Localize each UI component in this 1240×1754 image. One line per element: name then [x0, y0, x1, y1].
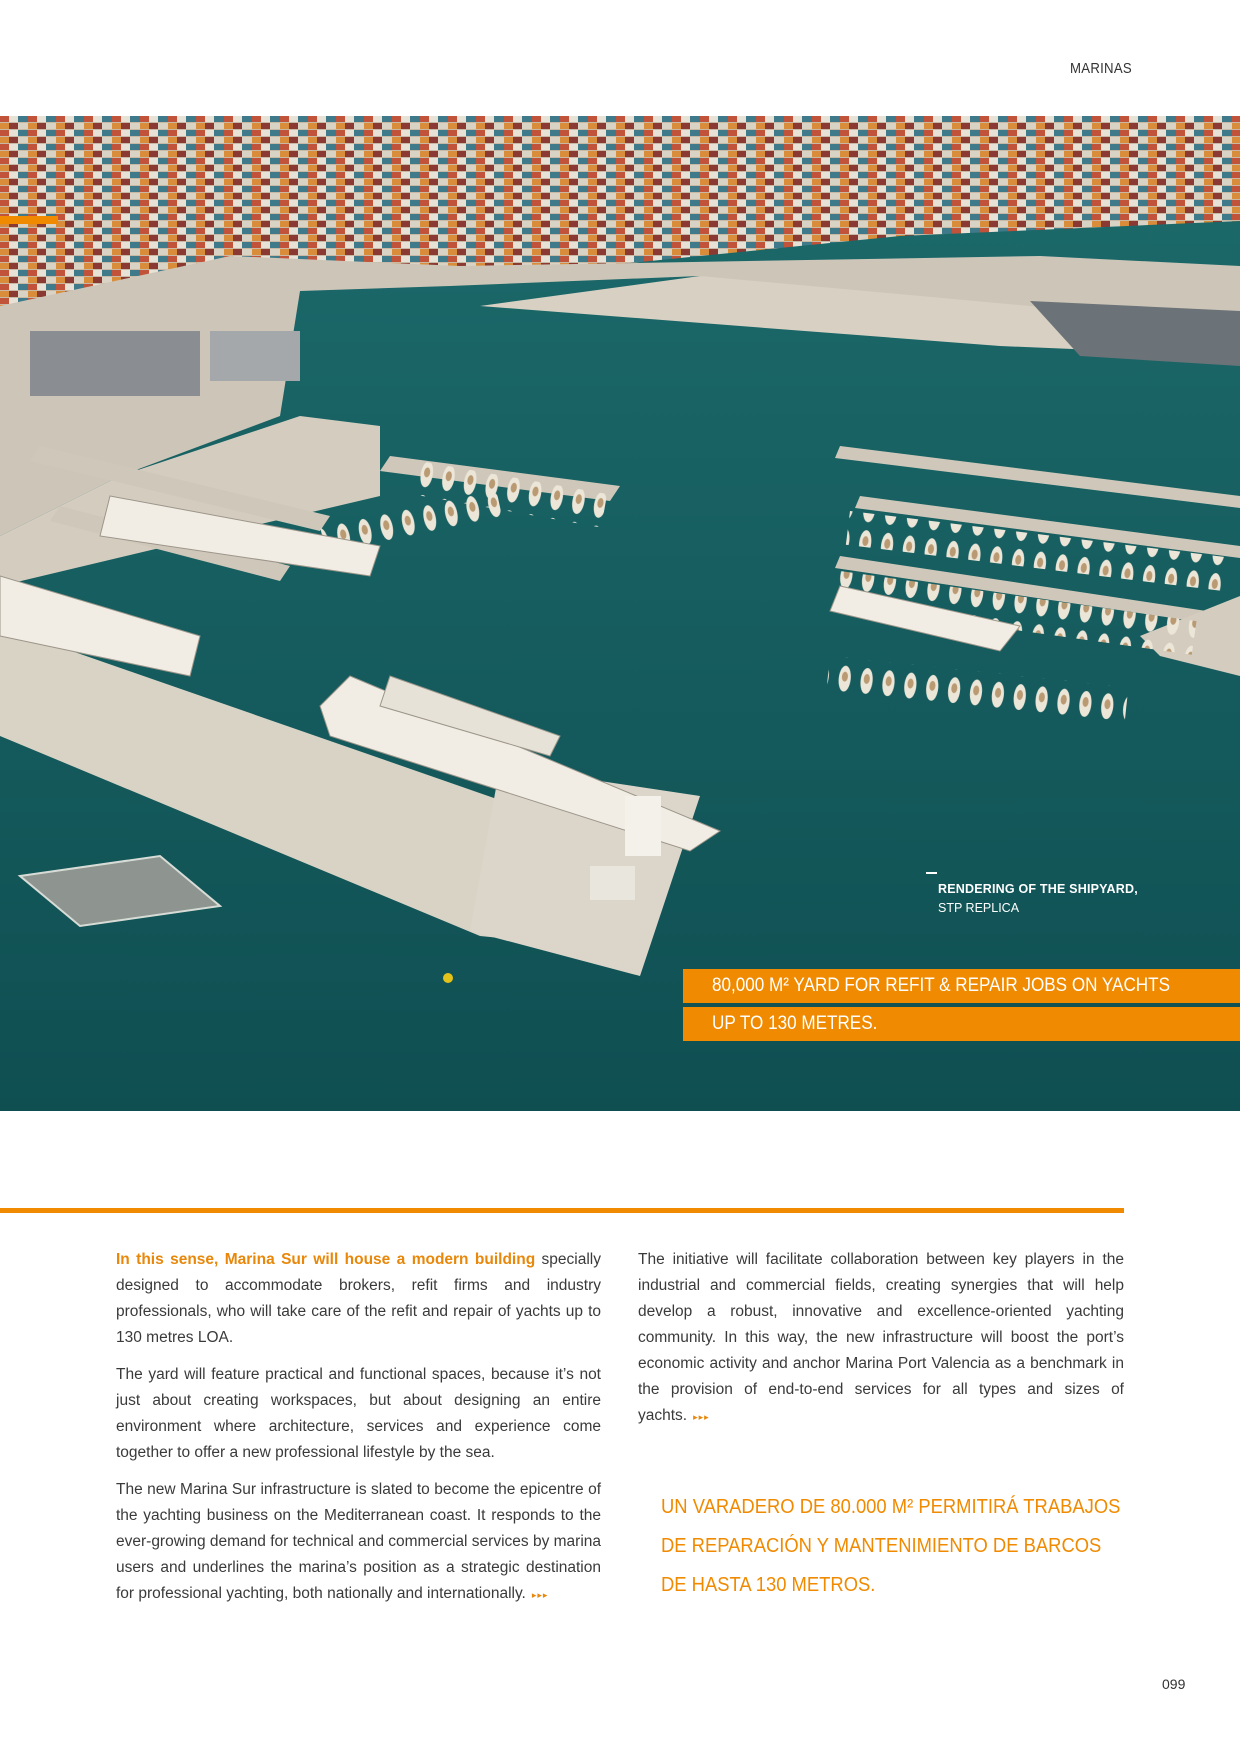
paragraph-text: specially designed to accommodate brokers, refit firms and industry professionals, who will take care of the refit and repair of yachts up to 130 metres LOA.	[116, 1251, 601, 1346]
banner-line-2	[683, 1007, 1240, 1041]
banner-line-2-text: UP TO 130 METRES.	[712, 1013, 878, 1034]
orange-divider	[0, 1208, 1124, 1213]
paragraph	[116, 1247, 601, 1351]
paragraph-text: The initiative will facilitate collaboration between key players in the industrial and commercial fields, creating synergies that will help develop a robust, innovative and excellence-oriented yachting community. In this way, the new infrastructure will boost the port’s economic activity and anchor Marina Port Valencia as a benchmark in the provision of end-to-end services for all types and sizes of yachts.	[638, 1251, 1124, 1424]
banner-line-1	[683, 969, 1240, 1003]
caption-dash	[926, 872, 937, 874]
paragraph: The yard will feature practical and functional spaces, because it’s not just about creating workspaces, but about designing an entire environment where architecture, services and experience come together to offer a new professional lifestyle by the sea.	[116, 1366, 601, 1461]
body-column-right	[638, 1247, 1124, 1441]
accent-tab	[0, 216, 58, 224]
continue-arrows-icon: ▸▸▸	[531, 1590, 549, 1600]
lead-in: In this sense, Marina Sur will house a modern building	[116, 1251, 536, 1268]
pull-quote-line: UN VARADERO DE 80.000 M² PERMITIRÁ TRABAJOS	[661, 1496, 1121, 1518]
page-number: 099	[1162, 1676, 1186, 1692]
caption-credit: STP REPLICA	[938, 901, 1020, 915]
section-label: MARINAS	[1070, 60, 1132, 77]
paragraph-text: The new Marina Sur infrastructure is slated to become the epicentre of the yachting business on the Mediterranean coast. It responds to the ever-growing demand for technical and commercial services by marina users and underlines the marina’s position as a strategic destination for professional yachting, both nationally and internationally.	[116, 1481, 602, 1602]
paragraph	[638, 1247, 1124, 1430]
caption-title: RENDERING OF THE SHIPYARD,	[938, 882, 1138, 896]
continue-arrows-icon: ▸▸▸	[693, 1412, 710, 1422]
pull-quote-line: DE HASTA 130 METROS.	[661, 1574, 876, 1596]
banner-line-1-text: 80,000 M² YARD FOR REFIT & REPAIR JOBS ON YACHTS	[712, 975, 1171, 996]
marina-illustration	[0, 116, 1240, 1111]
pull-quote-line: DE REPARACIÓN Y MANTENIMIENTO DE BARCOS	[661, 1535, 1102, 1557]
photo-caption	[938, 872, 1138, 915]
pull-quote	[661, 1488, 1131, 1605]
aerial-photo-marina	[0, 116, 1240, 1111]
body-column-left	[116, 1247, 601, 1619]
paragraph	[116, 1477, 601, 1608]
